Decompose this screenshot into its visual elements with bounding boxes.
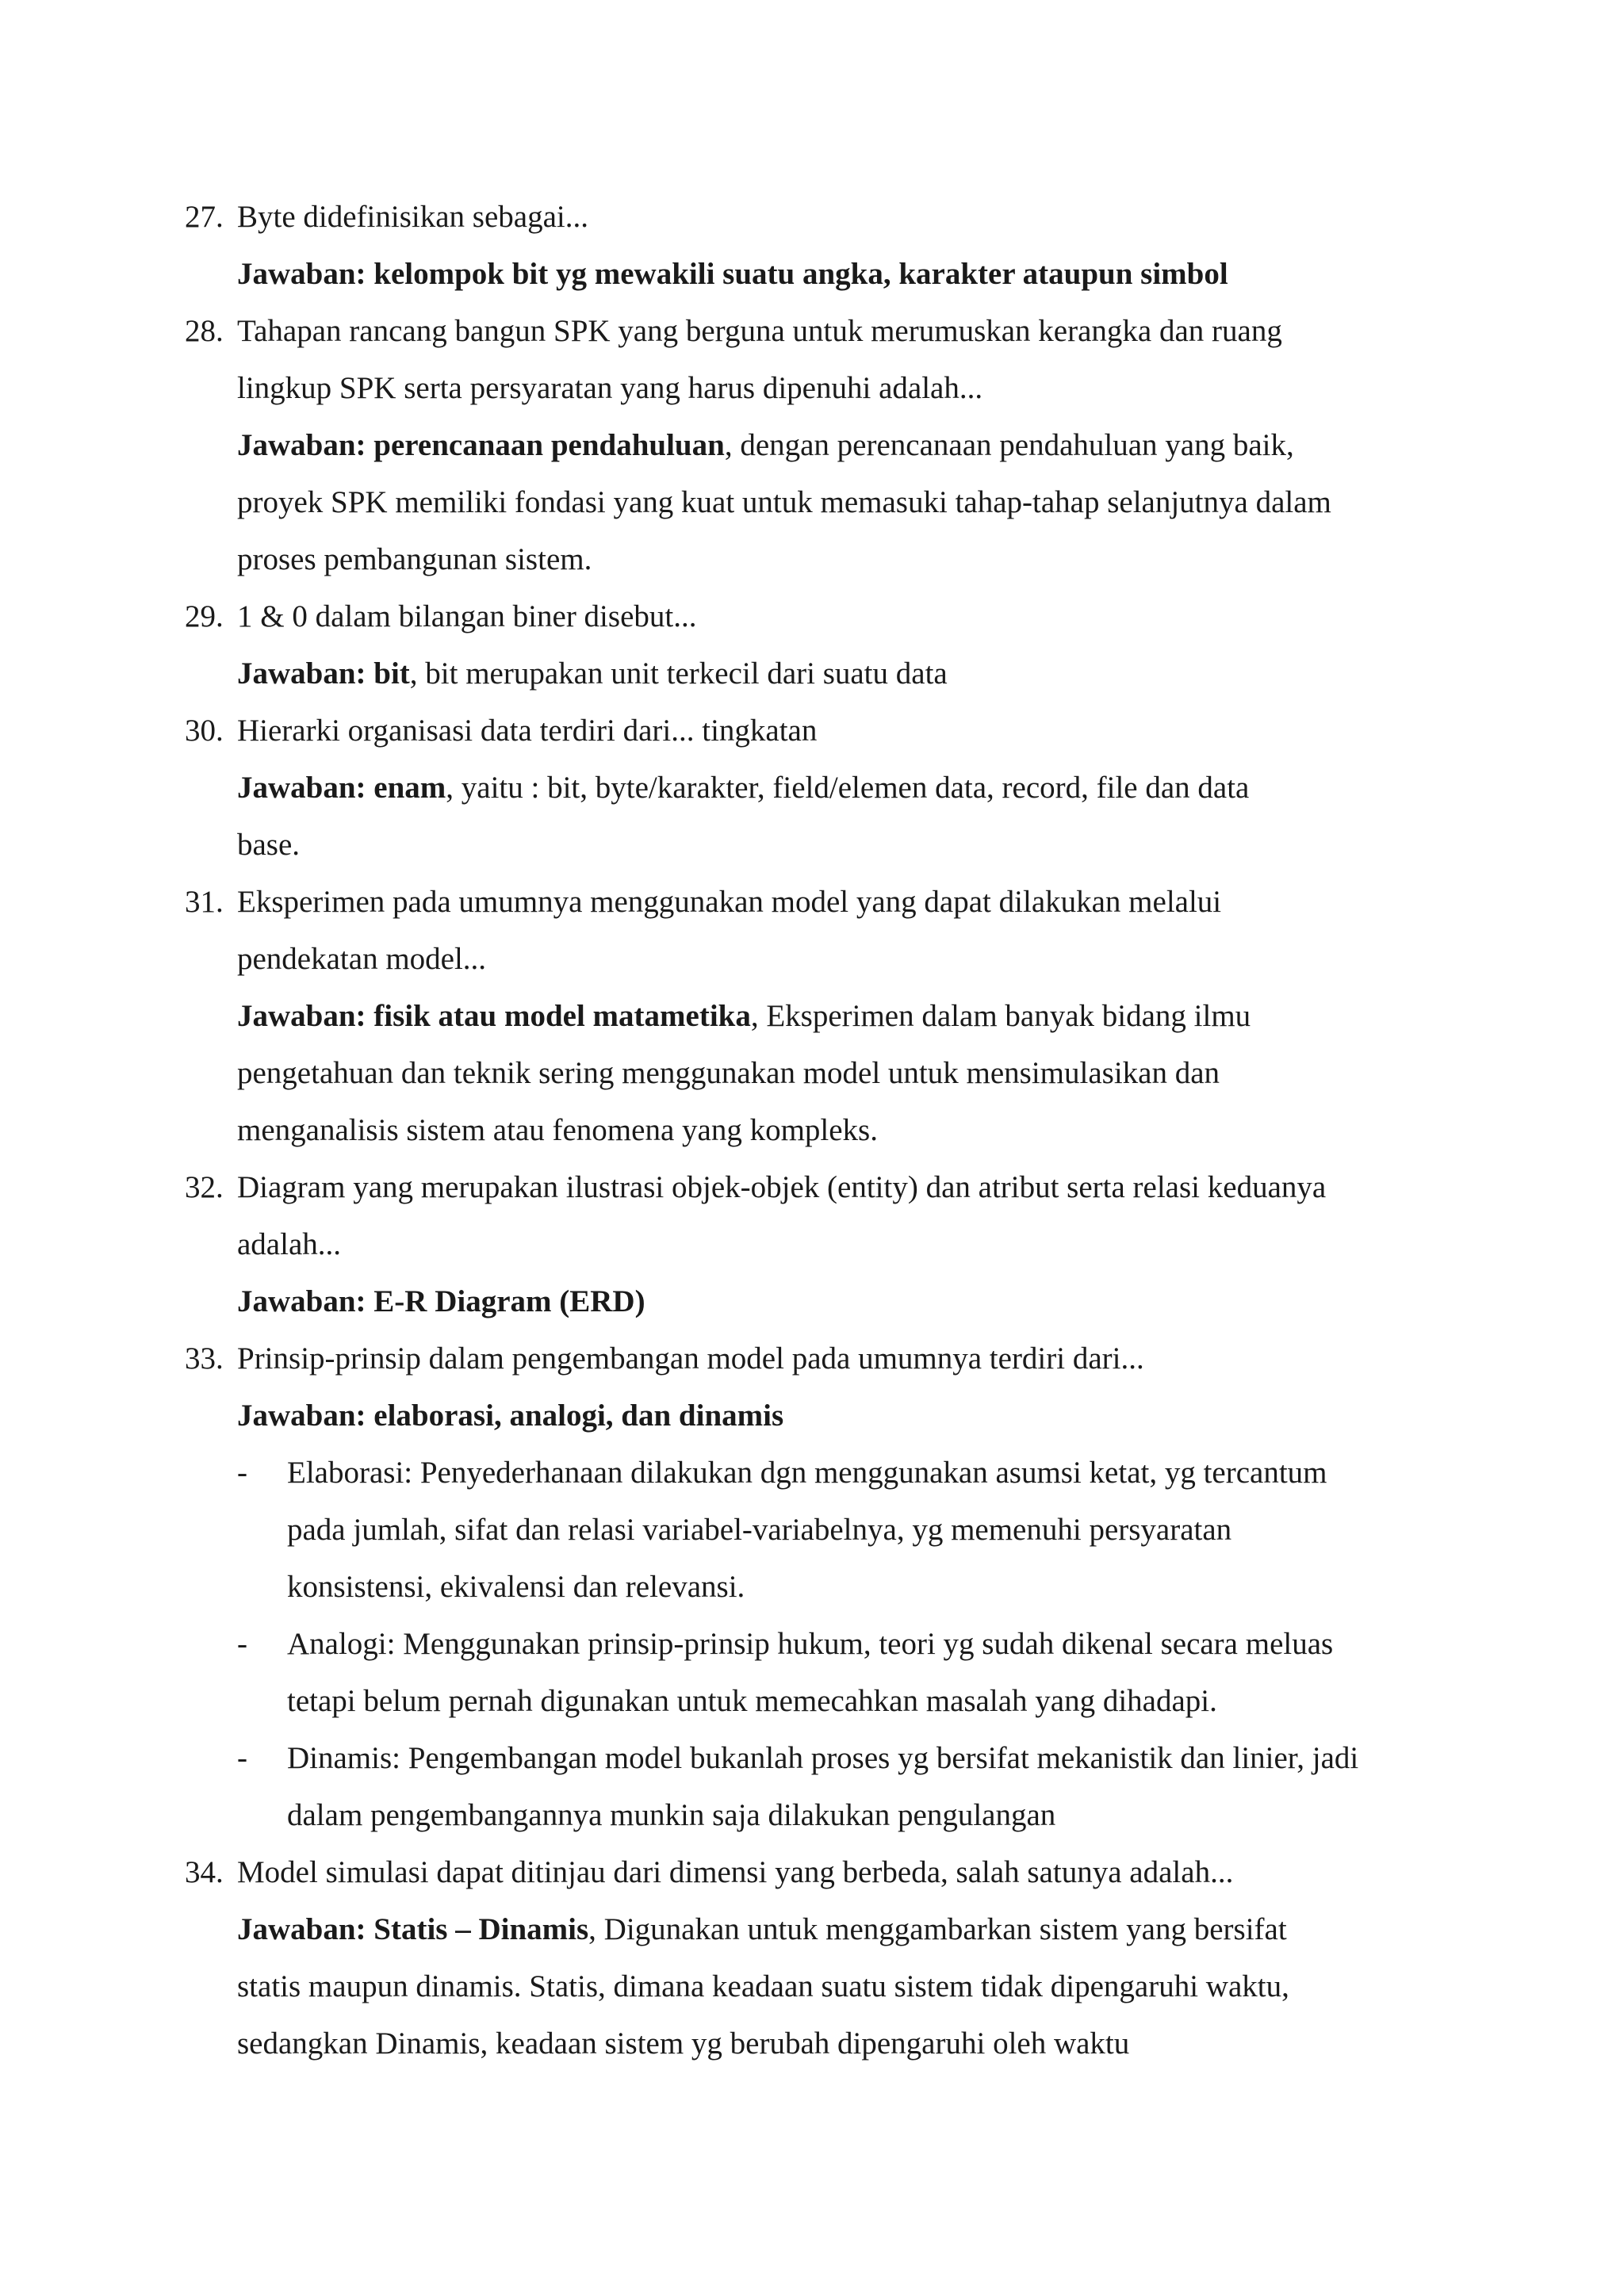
- answer-text: , yaitu : bit, byte/karakter, field/elemen data, record, file dan data: [446, 771, 1250, 805]
- answer-text: proyek SPK memiliki fondasi yang kuat untuk memasuki tahap-tahap selanjutnya dalam: [237, 485, 1331, 519]
- question-text: Eksperimen pada umumnya menggunakan model yang dapat dilakukan melalui: [237, 885, 1222, 919]
- answer-34-cont: [0, 2015, 1624, 2072]
- bullet-text: Dinamis: Pengembangan model bukanlah proses yg bersifat mekanistik dan linier, jadi: [287, 1741, 1359, 1775]
- answer-28-cont: [0, 474, 1624, 531]
- bullet-text: Elaborasi: Penyederhanaan dilakukan dgn menggunakan asumsi ketat, yg tercantum: [287, 1456, 1327, 1490]
- answer-text: , Eksperimen dalam banyak bidang ilmu: [750, 999, 1251, 1033]
- bullet-item-elaborasi: [0, 1445, 1624, 1502]
- bullet-text: pada jumlah, sifat dan relasi variabel-variabelnya, yg memenuhi persyaratan: [287, 1513, 1232, 1547]
- question-number: 28.: [185, 314, 224, 348]
- question-31: [0, 874, 1624, 931]
- question-30: [0, 702, 1624, 760]
- question-32: [0, 1159, 1624, 1216]
- question-text: pendekatan model...: [237, 942, 487, 976]
- answer-text: menganalisis sistem atau fenomena yang kompleks.: [237, 1113, 878, 1147]
- bullet-dash: -: [237, 1627, 247, 1661]
- question-number: 30.: [185, 714, 224, 748]
- document-page: [0, 189, 1624, 2072]
- question-32-cont: [0, 1216, 1624, 1273]
- question-number: 32.: [185, 1170, 224, 1204]
- bullet-item-analogi-cont: [0, 1673, 1624, 1730]
- answer-30: [0, 760, 1624, 817]
- answer-31: [0, 988, 1624, 1045]
- answer-text: , Digunakan untuk menggambarkan sistem yang bersifat: [588, 1912, 1287, 1946]
- answer-34: [0, 1901, 1624, 1958]
- question-28: [0, 303, 1624, 360]
- answer-text: , bit merupakan unit terkecil dari suatu data: [409, 656, 948, 691]
- question-text: Prinsip-prinsip dalam pengembangan model pada umumnya terdiri dari...: [237, 1341, 1144, 1376]
- question-27: [0, 189, 1624, 246]
- question-number: 29.: [185, 599, 224, 633]
- bullet-text: tetapi belum pernah digunakan untuk memecahkan masalah yang dihadapi.: [287, 1684, 1217, 1718]
- answer-text: statis maupun dinamis. Statis, dimana keadaan suatu sistem tidak dipengaruhi waktu,: [237, 1969, 1289, 2003]
- question-33: [0, 1330, 1624, 1387]
- answer-29: [0, 645, 1624, 702]
- question-28-cont: [0, 360, 1624, 417]
- answer-text: pengetahuan dan teknik sering menggunakan model untuk mensimulasikan dan: [237, 1056, 1220, 1090]
- answer-text: , dengan perencanaan pendahuluan yang baik,: [724, 428, 1294, 462]
- question-text: Tahapan rancang bangun SPK yang berguna untuk merumuskan kerangka dan ruang: [237, 314, 1282, 348]
- answer-bold: Jawaban: Statis – Dinamis: [237, 1912, 589, 1946]
- bullet-dash: -: [237, 1741, 247, 1775]
- answer-28-cont: [0, 531, 1624, 588]
- question-text: 1 & 0 dalam bilangan biner disebut...: [237, 599, 697, 633]
- answer-bold: Jawaban: E-R Diagram (ERD): [237, 1284, 645, 1318]
- question-text: Byte didefinisikan sebagai...: [237, 200, 588, 234]
- question-number: 33.: [185, 1341, 224, 1376]
- question-number: 34.: [185, 1855, 224, 1889]
- answer-30-cont: [0, 817, 1624, 874]
- question-29: [0, 588, 1624, 645]
- answer-bold: Jawaban: kelompok bit yg mewakili suatu angka, karakter ataupun simbol: [237, 257, 1228, 291]
- bullet-item-dinamis-cont: [0, 1787, 1624, 1844]
- bullet-text: Analogi: Menggunakan prinsip-prinsip hukum, teori yg sudah dikenal secara meluas: [287, 1627, 1334, 1661]
- question-text: adalah...: [237, 1227, 342, 1261]
- answer-text: proses pembangunan sistem.: [237, 542, 592, 576]
- answer-27: [0, 246, 1624, 303]
- question-number: 27.: [185, 200, 224, 234]
- question-text: lingkup SPK serta persyaratan yang harus dipenuhi adalah...: [237, 371, 983, 405]
- question-text: Diagram yang merupakan ilustrasi objek-objek (entity) dan atribut serta relasi keduanya: [237, 1170, 1327, 1204]
- answer-32: [0, 1273, 1624, 1330]
- bullet-item-elaborasi-cont: [0, 1502, 1624, 1559]
- answer-34-cont: [0, 1958, 1624, 2015]
- question-text: Hierarki organisasi data terdiri dari... tingkatan: [237, 714, 818, 748]
- bullet-item-analogi: [0, 1616, 1624, 1673]
- answer-bold: Jawaban: enam: [237, 771, 446, 805]
- answer-bold: Jawaban: elaborasi, analogi, dan dinamis: [237, 1399, 784, 1433]
- bullet-text: konsistensi, ekivalensi dan relevansi.: [287, 1570, 745, 1604]
- answer-28: [0, 417, 1624, 474]
- bullet-item-dinamis: [0, 1730, 1624, 1787]
- bullet-item-elaborasi-cont: [0, 1559, 1624, 1616]
- answer-text: base.: [237, 828, 301, 862]
- answer-bold: Jawaban: perencanaan pendahuluan: [237, 428, 725, 462]
- answer-31-cont: [0, 1102, 1624, 1159]
- answer-33: [0, 1387, 1624, 1445]
- bullet-dash: -: [237, 1456, 247, 1490]
- bullet-text: dalam pengembangannya munkin saja dilakukan pengulangan: [287, 1798, 1056, 1832]
- answer-bold: Jawaban: fisik atau model matametika: [237, 999, 751, 1033]
- question-34: [0, 1844, 1624, 1901]
- answer-31-cont: [0, 1045, 1624, 1102]
- answer-text: sedangkan Dinamis, keadaan sistem yg berubah dipengaruhi oleh waktu: [237, 2026, 1130, 2061]
- question-text: Model simulasi dapat ditinjau dari dimensi yang berbeda, salah satunya adalah...: [237, 1855, 1234, 1889]
- question-number: 31.: [185, 885, 224, 919]
- answer-bold: Jawaban: bit: [237, 656, 410, 691]
- question-31-cont: [0, 931, 1624, 988]
